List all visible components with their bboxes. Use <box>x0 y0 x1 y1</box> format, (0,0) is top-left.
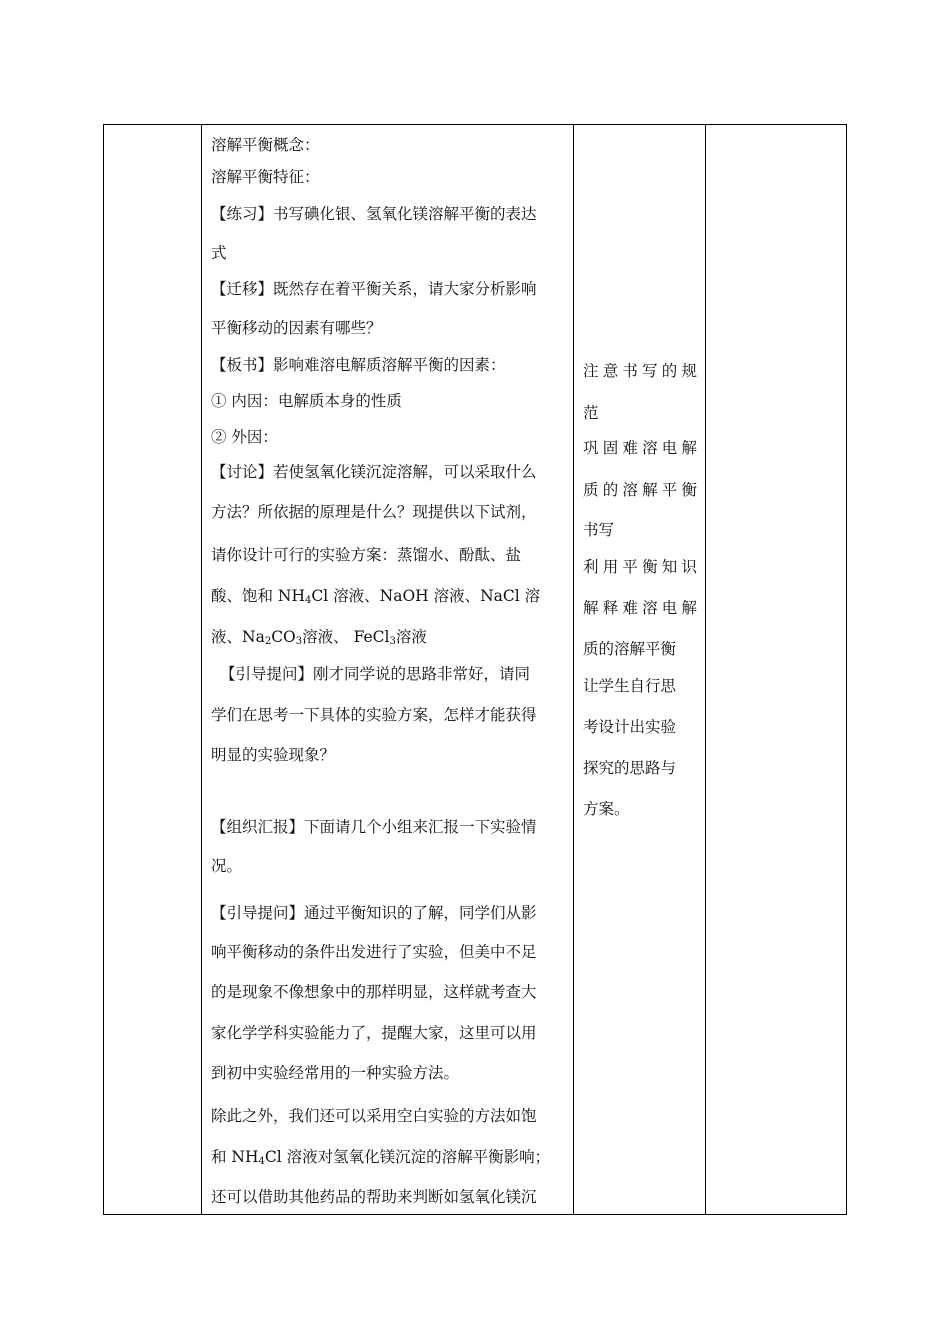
text-line: 【组织汇报】下面请几个小组来汇报一下实验情 <box>211 818 537 836</box>
subscript: 4 <box>305 595 312 606</box>
text-line: 方法？所依据的原理是什么？现提供以下试剂， <box>211 503 537 521</box>
text-line: 巩固难溶电解 <box>583 439 702 457</box>
text-line: 解释难溶电解 <box>583 599 702 617</box>
subscript: 4 <box>258 1156 265 1167</box>
design-intent-cell <box>574 125 706 1214</box>
text-line: 响平衡移动的条件出发进行了实验，但美中不足 <box>211 943 537 961</box>
text-line: 明显的实验现象？ <box>211 746 336 764</box>
text-line: 家化学学科实验能力了，提醒大家，这里可以用 <box>211 1024 537 1042</box>
text-line: 让学生自行思 <box>583 677 677 695</box>
lesson-plan-table <box>103 124 847 1215</box>
text-line: 【迁移】既然存在着平衡关系，请大家分析影响 <box>211 280 537 298</box>
text-line: 溶解平衡特征： <box>211 168 320 186</box>
text-line: 除此之外，我们还可以采用空白实验的方法如饱 <box>211 1107 537 1125</box>
text-line: 请你设计可行的实验方案：蒸馏水、酚酞、盐 <box>211 546 522 564</box>
text-line <box>211 1147 550 1172</box>
text-line: 注意书写的规 <box>583 362 702 380</box>
text-line: 考设计出实验 <box>583 718 677 736</box>
text-line: 范 <box>583 404 599 422</box>
text-segment: Cl 溶液对氢氧化镁沉淀的溶解平衡影响； <box>264 1148 551 1166</box>
text-line: 溶解平衡概念： <box>211 136 320 154</box>
column-4-cell <box>706 125 846 1214</box>
text-line: 平衡移动的因素有哪些？ <box>211 319 382 337</box>
text-segment: Cl 溶液、NaOH 溶液、NaCl 溶 <box>311 587 541 605</box>
text-line: 【引导提问】刚才同学说的思路非常好，请同 <box>220 665 531 683</box>
text-line: ① 内因：电解质本身的性质 <box>211 392 402 410</box>
text-segment: 液、Na <box>211 628 265 646</box>
text-segment: CO <box>271 628 296 646</box>
text-line: 利用平衡知识 <box>583 558 702 576</box>
text-line <box>211 627 427 652</box>
text-line: 的是现象不像想象中的那样明显，这样就考查大 <box>211 983 537 1001</box>
column-1-cell <box>104 125 202 1214</box>
text-segment: 溶液 <box>395 628 427 646</box>
text-line: 到初中实验经常用的一种实验方法。 <box>211 1064 460 1082</box>
text-line: 【引导提问】通过平衡知识的了解，同学们从影 <box>211 904 537 922</box>
text-segment: 酸、饱和 NH <box>211 587 306 605</box>
subscript: 3 <box>295 636 303 647</box>
text-line: 方案。 <box>583 800 630 818</box>
teaching-process-cell <box>202 125 574 1214</box>
text-line: 质的溶解平衡 <box>583 640 677 658</box>
text-line: 质的溶解平衡 <box>583 481 702 499</box>
text-line: 探究的思路与 <box>583 759 677 777</box>
text-segment: 溶液、 FeCl <box>302 628 390 646</box>
subscript: 3 <box>389 636 396 647</box>
subscript: 2 <box>264 636 272 647</box>
text-line: ② 外因： <box>211 428 278 446</box>
text-line: 学们在思考一下具体的实验方案，怎样才能获得 <box>211 706 537 724</box>
text-line <box>211 586 540 611</box>
text-line: 还可以借助其他药品的帮助来判断如氢氧化镁沉 <box>211 1188 537 1206</box>
text-line: 【练习】书写碘化银、氢氧化镁溶解平衡的表达 <box>211 205 537 223</box>
text-segment: 和 NH <box>211 1148 259 1166</box>
text-line: 【讨论】若使氢氧化镁沉淀溶解，可以采取什么 <box>211 463 537 481</box>
text-line: 书写 <box>583 521 615 539</box>
text-line: 【板书】影响难溶电解质溶解平衡的因素： <box>211 356 506 374</box>
text-line: 式 <box>211 244 227 262</box>
text-line: 况。 <box>211 857 243 875</box>
